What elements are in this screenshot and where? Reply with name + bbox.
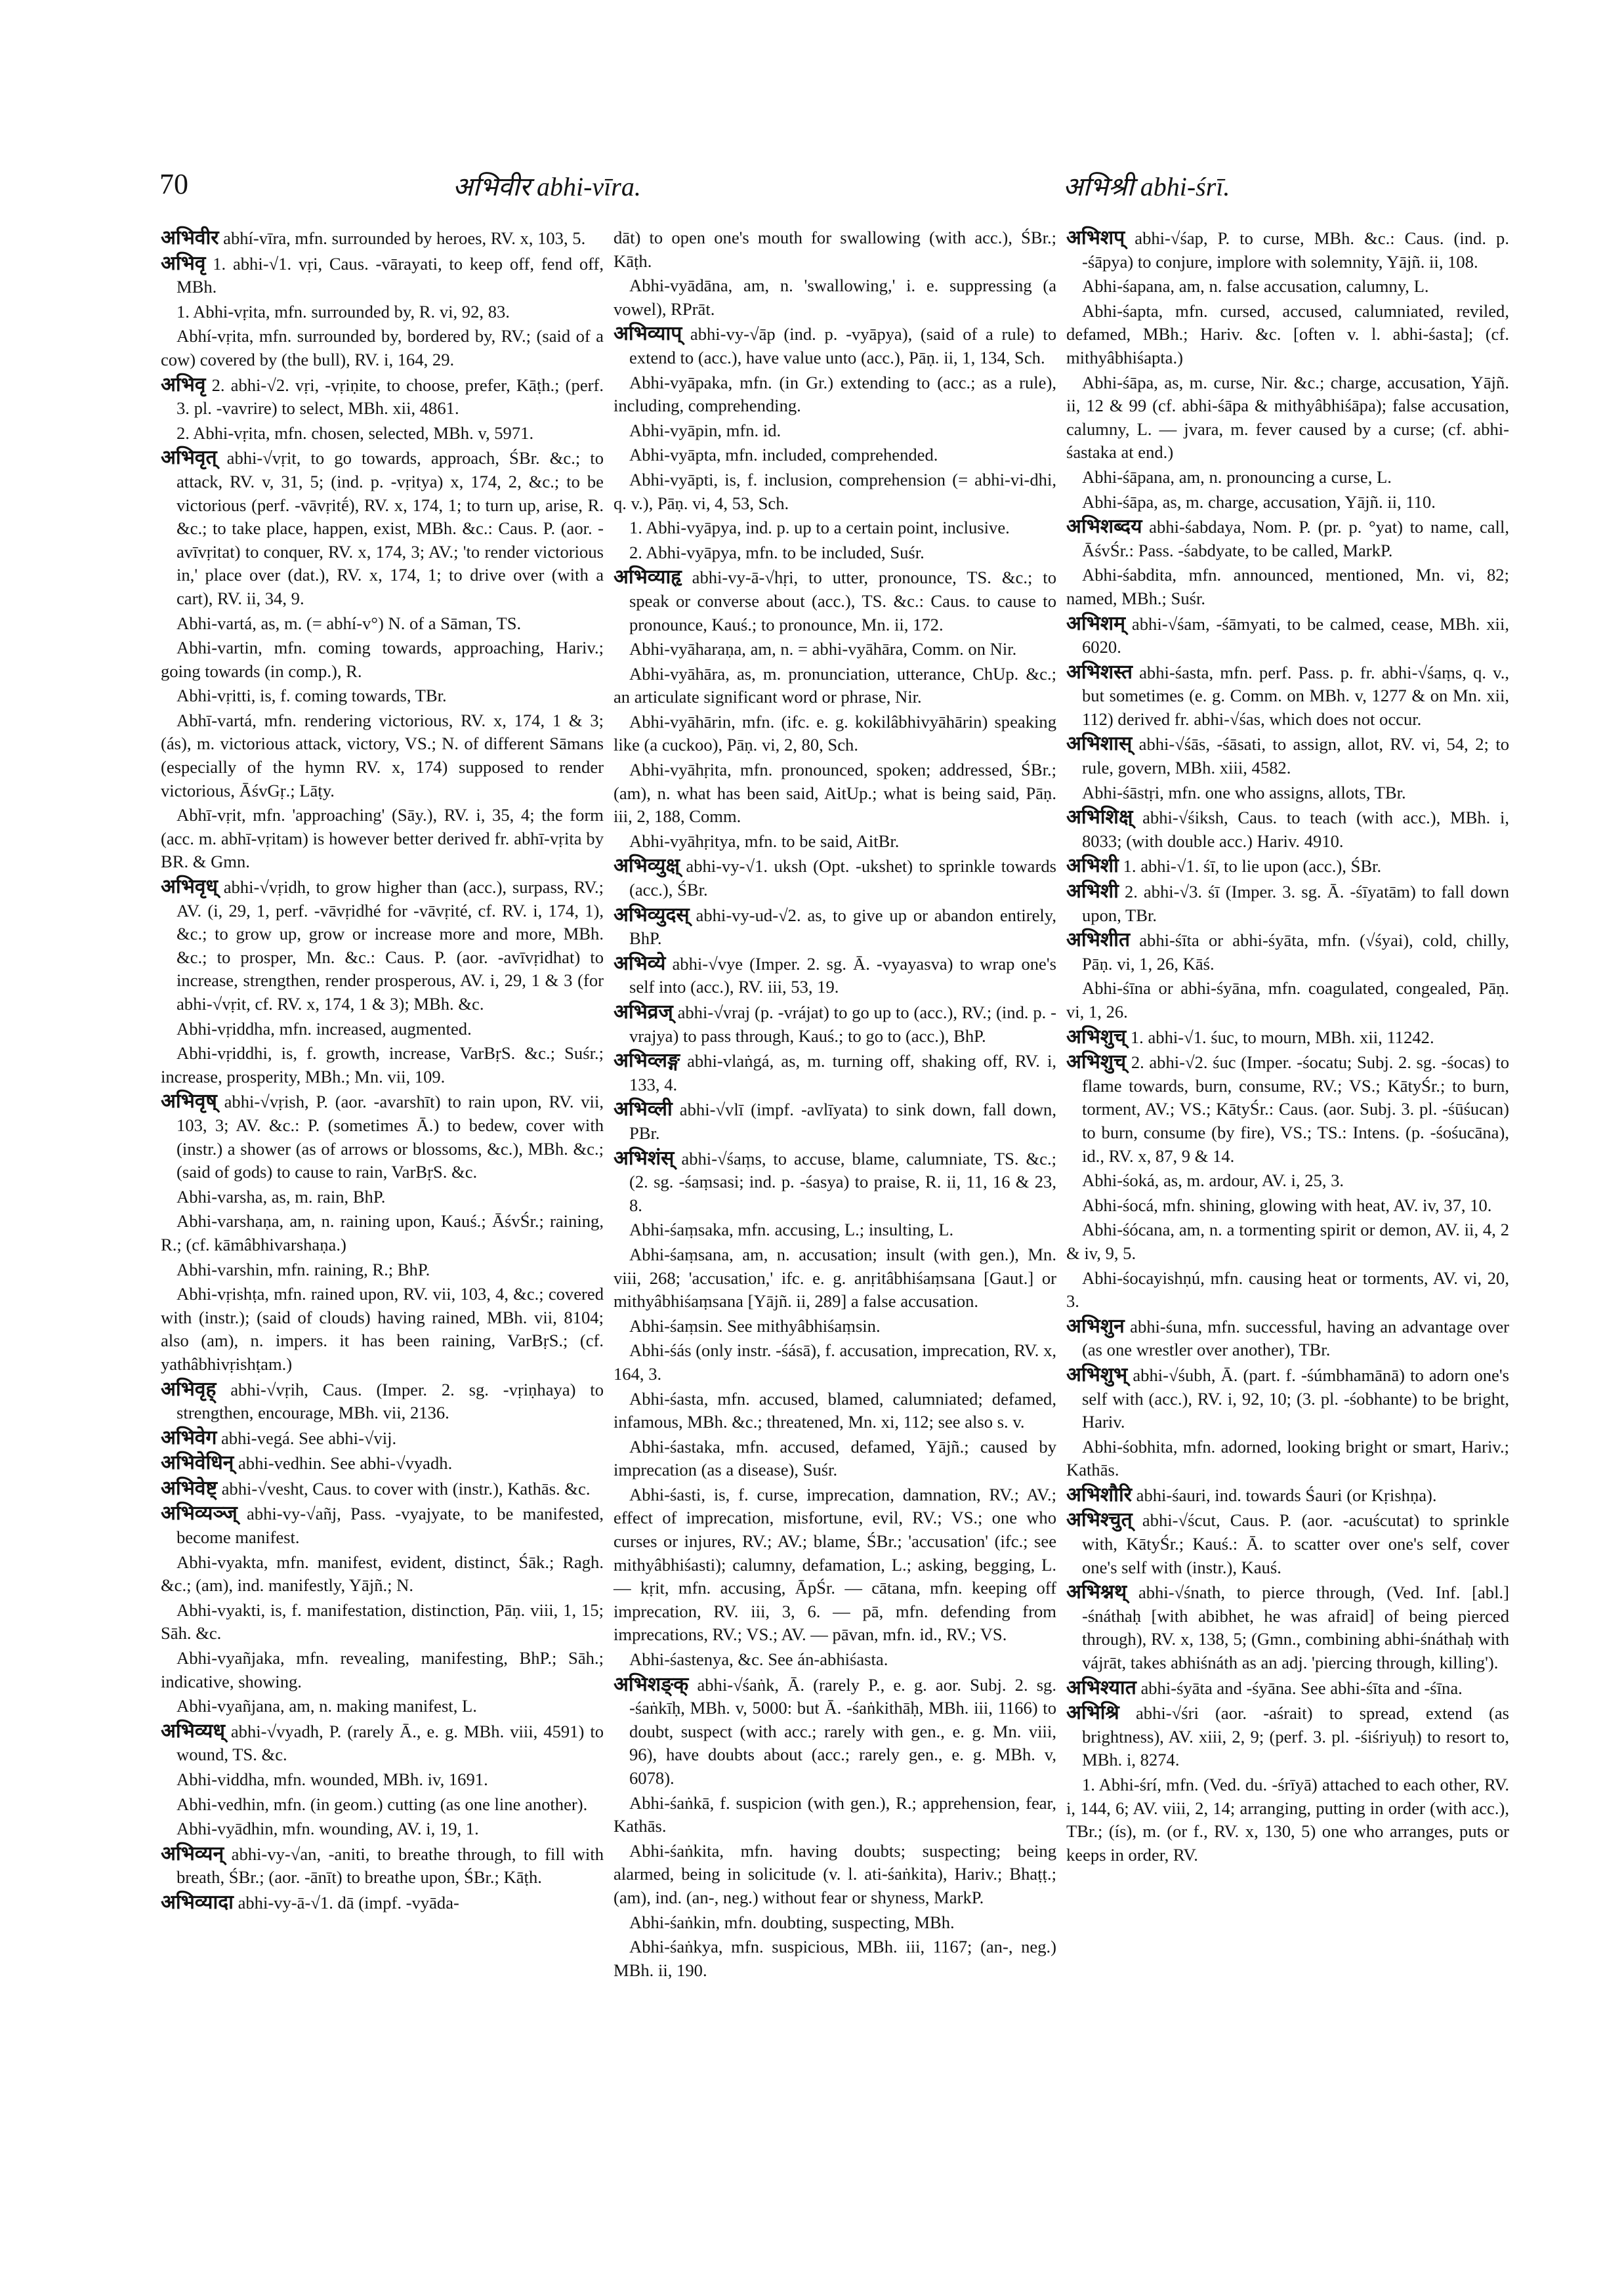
entry-text: Abhi-śapta, mfn. cursed, accused, calumniated, reviled, defamed, MBh.; Hariv. &c. [often v. l. abhi-śasta]; (cf. mithyâbhiśapta.) bbox=[1066, 300, 1509, 367]
dictionary-subentry bbox=[161, 684, 604, 708]
dictionary-subentry bbox=[1066, 1773, 1509, 1867]
entry-text: 1. Abhi-śrí, mfn. (Ved. du. -śrīyā) attached to each other, RV. i, 144, 6; AV. viii, 2, 14; arranging, putting in order (with acc.), TBr.; (ís), m. (or f., RV. x, 130, 5) one who arranges, puts or keeps in order, RV. bbox=[1066, 1775, 1509, 1865]
entry-text: Abhi-śapana, am, n. false accusation, calumny, L. bbox=[1082, 276, 1429, 297]
left-running-head: अभिवीर abhi-vīra. bbox=[453, 172, 641, 201]
entry-text: Abhi-varshin, mfn. raining, R.; BhP. bbox=[177, 1259, 430, 1279]
dictionary-entry bbox=[161, 1477, 604, 1501]
entry-text: Abhi-vartá, as, m. (= abhí-v°) N. of a Sāman, TS. bbox=[177, 613, 522, 633]
entry-text: abhi-√śap, P. to curse, MBh. &c.: Caus. (ind. p. -śāpya) to conjure, implore with solemnity, Yājñ. ii, 108. bbox=[1082, 228, 1509, 272]
entry-text: abhi-śauri, ind. towards Śauri (or Kṛishṇa). bbox=[1132, 1485, 1437, 1505]
entry-text: abhi-√śaṅk, Ā. (rarely P., e. g. aor. Subj. 2. sg. -śaṅkīḥ, MBh. v, 5000: but Ā. -śaṅkithāḥ, MBh. iii, 1166) to doubt, suspect (with acc.; rarely with gen., e. g. Mn. viii, 96), have doubts about (acc.; rarely gen., e. g. MBh. v, 6078). bbox=[629, 1674, 1056, 1788]
entry-text: abhi-√vṛidh, to grow higher than (acc.), surpass, RV.; AV. (i, 29, 1, perf. -vāvṛidhé for -vāvṛité, cf. RV. i, 174, 1), &c.; to grow up, grow or increase more and more, MBh. &c.; to prosper, Mn. &c.: Caus. P. (aor. -avīvṛidhat) to increase, strengthen, render prosperous, AV. i, 29, 1 & 3 (for abhi-√vṛit, cf. RV. x, 174, 1 & 3); MBh. &c. bbox=[177, 877, 604, 1014]
entry-text: abhi-śasta, mfn. perf. Pass. p. fr. abhi-√śaṃs, q. v., but sometimes (e. g. Comm. on MBh. v, 1277 & on Mn. xii, 112) derived fr. abhi-√śas, which does not occur. bbox=[1082, 662, 1509, 729]
entry-text: Abhi-śīna or abhi-śyāna, mfn. coagulated, congealed, Pāṇ. vi, 1, 26. bbox=[1066, 978, 1509, 1022]
devanagari-headword: अभिश्यात bbox=[1066, 1676, 1136, 1699]
devanagari-headword: अभिव्यन् bbox=[161, 1842, 224, 1865]
devanagari-headword: अभिवेष्ट् bbox=[161, 1476, 217, 1500]
entry-text: Abhi-śás (only instr. -śásā), f. accusation, imprecation, RV. x, 164, 3. bbox=[614, 1340, 1057, 1384]
entry-text: Abhi-vartin, mfn. coming towards, approaching, Hariv.; going towards (in comp.), R. bbox=[161, 638, 604, 681]
entry-text: abhi-√vye (Imper. 2. sg. Ā. -vyayasva) to wrap one's self into (acc.), RV. iii, 53, 19. bbox=[629, 953, 1056, 997]
entry-text: Abhi-śāpa, as, m. charge, accusation, Yājñ. ii, 110. bbox=[1082, 491, 1436, 512]
dictionary-subentry bbox=[1066, 491, 1509, 514]
dictionary-subentry bbox=[161, 325, 604, 371]
right-running-head: अभिश्री abhi-śrī. bbox=[1063, 172, 1230, 201]
devanagari-headword: अभिवृष् bbox=[161, 1090, 217, 1113]
dictionary-subentry bbox=[161, 1186, 604, 1209]
dictionary-subentry bbox=[161, 1283, 604, 1376]
devanagari-headword: अभिश्चुत् bbox=[1066, 1508, 1133, 1532]
entry-text: abhi-vy-√an, -aniti, to breathe through, to fill with breath, ŚBr.; (aor. -ānīt) to breathe upon, ŚBr.; Kāṭh. bbox=[177, 1844, 604, 1888]
entry-text: 1. Abhi-vṛita, mfn. surrounded by, R. vi, 92, 83. bbox=[177, 301, 510, 321]
dictionary-subentry bbox=[614, 1315, 1056, 1338]
entry-text: Abhi-vṛitti, is, f. coming towards, TBr. bbox=[177, 686, 447, 706]
entry-text: Abhi-vyakta, mfn. manifest, evident, distinct, Śāk.; Ragh. &c.; (am), ind. manifestly, Yājñ.; N. bbox=[161, 1552, 604, 1596]
dictionary-subentry bbox=[614, 758, 1056, 829]
entry-text: Abhi-vedhin, mfn. (in geom.) cutting (as one line another). bbox=[177, 1794, 588, 1814]
dictionary-entry bbox=[1066, 661, 1509, 732]
entry-text: Abhi-vyāhārin, mfn. (ifc. e. g. kokilâbhivyāhārin) speaking like (a cuckoo), Pāṇ. vi, 2, 80, Sch. bbox=[614, 711, 1056, 755]
entry-text: 2. abhi-√2. vṛi, -vṛiṇite, to choose, prefer, Kāṭh.; (perf. 3. pl. -vavrire) to select, MBh. xii, 4861. bbox=[177, 375, 604, 419]
dictionary-subentry bbox=[614, 541, 1056, 565]
entry-text: abhi-vy-√1. uksh (Opt. -ukshet) to sprinkle towards (acc.), ŚBr. bbox=[629, 856, 1056, 900]
devanagari-headword: अभिशप् bbox=[1066, 226, 1125, 249]
dictionary-subentry bbox=[161, 709, 604, 802]
entry-text: Abhi-śastenya, &c. See án-abhiśasta. bbox=[629, 1649, 888, 1670]
dictionary-subentry bbox=[614, 1436, 1056, 1482]
dictionary-entry bbox=[614, 1147, 1056, 1218]
column-middle bbox=[614, 226, 1056, 1983]
entry-text: abhi-√śaṃs, to accuse, blame, calumniate, TS. &c.; (2. sg. -śaṃsasi; ind. p. -śasya) to praise, R. ii, 11, 16 & 23, 8. bbox=[629, 1148, 1056, 1215]
entry-text: Abhi-vyāhṛitya, mfn. to be said, AitBr. bbox=[629, 831, 900, 851]
entry-text: Abhi-varsha, as, m. rain, BhP. bbox=[177, 1186, 386, 1207]
dictionary-subentry bbox=[1066, 1218, 1509, 1265]
entry-text: abhi-√śiksh, Caus. to teach (with acc.), MBh. i, 8033; (with double acc.) Hariv. 4910. bbox=[1082, 808, 1509, 851]
dictionary-subentry bbox=[161, 1018, 604, 1041]
dictionary-subentry bbox=[614, 1388, 1056, 1434]
entry-text: abhi-śabdaya, Nom. P. (pr. p. °yat) to name, call, ĀśvŚr.: Pass. -śabdyate, to be called, MarkP. bbox=[1082, 517, 1509, 560]
entry-text: Abhi-śaṅkā, f. suspicion (with gen.), R.; apprehension, fear, Kathās. bbox=[614, 1792, 1056, 1836]
dictionary-entry bbox=[1066, 612, 1509, 659]
dictionary-subentry bbox=[161, 612, 604, 636]
dictionary-subentry bbox=[614, 830, 1056, 854]
entry-text: 2. abhi-√2. śuc (Imper. -śocatu; Subj. 2. sg. -śocas) to flame towards, burn, consume, RV.; VS.; KātyŚr.; to burn, torment, AV.; VS.; KātyŚr.: Caus. (aor. Subj. 3. pl. -śūśucan) to burn, consume (by fire), VS.; TS.: Intens. (p. -śośucāna), id., RV. x, 87, 9 & 14. bbox=[1082, 1052, 1509, 1166]
dictionary-subentry bbox=[614, 444, 1056, 467]
devanagari-headword: अभिवृत् bbox=[161, 446, 217, 470]
dictionary-subentry bbox=[1066, 371, 1509, 465]
devanagari-headword: अभिव्यञ्ज् bbox=[161, 1502, 238, 1525]
dictionary-entry bbox=[1066, 1050, 1509, 1168]
dictionary-subentry bbox=[161, 1599, 604, 1645]
entry-text: 2. Abhi-vyāpya, mfn. to be included, Suśr. bbox=[629, 542, 925, 562]
dictionary-subentry bbox=[614, 1911, 1056, 1935]
entry-text: abhi-śīta or abhi-śyāta, mfn. (√śyai), cold, chilly, Pāṇ. vi, 1, 26, Kāś. bbox=[1082, 930, 1509, 974]
devanagari-headword: अभिशौरि bbox=[1066, 1483, 1132, 1506]
entry-text: Abhī-vṛit, mfn. 'approaching' (Sāy.), RV. i, 35, 4; the form (acc. m. abhī-vṛitam) is however better derived fr. abhī-vṛita by BR. & Gmn. bbox=[161, 805, 604, 872]
dictionary-subentry bbox=[614, 226, 1056, 273]
devanagari-headword: अभिशिक्ष् bbox=[1066, 806, 1133, 829]
devanagari-headword: अभिशास् bbox=[1066, 732, 1133, 756]
devanagari-headword: अभिवृ bbox=[161, 373, 206, 396]
devanagari-headword: अभिशीत bbox=[1066, 928, 1131, 952]
dictionary-entry bbox=[614, 1049, 1056, 1096]
devanagari-headword: अभिश्नथ् bbox=[1066, 1581, 1127, 1604]
dictionary-entry bbox=[1066, 226, 1509, 274]
entry-text: dāt) to open one's mouth for swallowing (with acc.), ŚBr.; Kāṭh. bbox=[614, 228, 1056, 271]
entry-text: abhi-vy-√āp (ind. p. -vyāpya), (said of a rule) to extend to (acc.), have value unto (acc.), Pāṇ. ii, 1, 134, Sch. bbox=[629, 324, 1056, 367]
dictionary-entry bbox=[1066, 880, 1509, 927]
dictionary-entry bbox=[161, 446, 604, 610]
devanagari-headword: अभिशस्त bbox=[1066, 660, 1133, 684]
entry-text: abhi-vegá. See abhi-√vij. bbox=[217, 1428, 397, 1448]
dictionary-entry bbox=[614, 1098, 1056, 1145]
dictionary-entry bbox=[614, 1673, 1056, 1790]
entry-text: 1. abhi-√1. śī, to lie upon (acc.), ŚBr. bbox=[1118, 856, 1382, 877]
entry-text: Abhi-śocayishṇú, mfn. causing heat or torments, AV. vi, 20, 3. bbox=[1066, 1268, 1509, 1312]
dictionary-subentry bbox=[1066, 1169, 1509, 1193]
dictionary-entry bbox=[161, 1426, 604, 1451]
dictionary-subentry bbox=[161, 1793, 604, 1817]
entry-text: Abhi-vyāpaka, mfn. (in Gr.) extending to (acc.; as a rule), including, comprehending. bbox=[614, 372, 1056, 416]
entry-text: abhi-vy-ā-√1. dā (impf. -vyāda- bbox=[233, 1892, 459, 1912]
dictionary-entry bbox=[1066, 1025, 1509, 1050]
devanagari-headword: अभिशी bbox=[1066, 880, 1119, 903]
dictionary-subentry bbox=[161, 1768, 604, 1792]
devanagari-headword: अभिशुभ् bbox=[1066, 1363, 1128, 1386]
entry-text: Abhi-śaṃsana, am, n. accusation; insult (with gen.), Mn. viii, 268; 'accusation,' ifc. e. g. anṛitâbhiśaṃsana [Gaut.] or mithyâbhiśaṃsana [Yājñ. ii, 289] a false accusation. bbox=[614, 1244, 1056, 1312]
entry-text: 2. abhi-√3. śī (Imper. 3. sg. Ā. -śīyatām) to fall down upon, TBr. bbox=[1082, 882, 1509, 925]
entry-text: Abhi-śócana, am, n. a tormenting spirit or demon, AV. ii, 4, 2 & iv, 9, 5. bbox=[1066, 1220, 1509, 1263]
devanagari-headword: अभिव्ये bbox=[614, 951, 666, 975]
dictionary-subentry bbox=[161, 804, 604, 874]
dictionary-entry bbox=[161, 1451, 604, 1476]
dictionary-subentry bbox=[161, 1695, 604, 1718]
entry-text: abhí-vīra, mfn. surrounded by heroes, RV. x, 103, 5. bbox=[219, 228, 586, 248]
dictionary-entry bbox=[161, 875, 604, 1016]
entry-text: Abhi-śaṅkin, mfn. doubting, suspecting, MBh. bbox=[629, 1912, 955, 1932]
entry-text: Abhi-śāpana, am, n. pronouncing a curse, L. bbox=[1082, 466, 1392, 487]
dictionary-entry bbox=[614, 322, 1056, 369]
dictionary-subentry bbox=[614, 1243, 1056, 1313]
entry-text: Abhi-vyañjana, am, n. making manifest, L. bbox=[177, 1696, 477, 1716]
devanagari-headword: अभिशुन bbox=[1066, 1314, 1125, 1338]
entry-text: abhi-vlaṅgá, as, m. turning off, shaking off, RV. i, 133, 4. bbox=[629, 1051, 1056, 1094]
dictionary-entry bbox=[614, 1001, 1056, 1048]
dictionary-entry bbox=[1066, 1508, 1509, 1579]
dictionary-entry bbox=[161, 252, 604, 299]
dictionary-subentry bbox=[1066, 1194, 1509, 1218]
devanagari-headword: अभिशुच् bbox=[1066, 1025, 1127, 1048]
devanagari-headword: अभिशङ्क् bbox=[614, 1672, 689, 1696]
entry-text: abhi-vy-√añj, Pass. -vyajyate, to be manifested, become manifest. bbox=[177, 1504, 604, 1548]
dictionary-entry bbox=[1066, 1483, 1509, 1508]
dictionary-subentry bbox=[614, 419, 1056, 443]
devanagari-headword: अभिश्रि bbox=[1066, 1701, 1119, 1725]
entry-text: abhi-√vlī (impf. -avlīyata) to sink down, fall down, PBr. bbox=[629, 1100, 1056, 1143]
dictionary-entry bbox=[614, 952, 1056, 999]
entry-text: Abhi-vyādāna, am, n. 'swallowing,' i. e. suppressing (a vowel), RPrāt. bbox=[614, 276, 1056, 319]
devanagari-headword: अभिशी bbox=[1066, 854, 1119, 878]
devanagari-headword: अभिव्याप् bbox=[614, 322, 682, 346]
entry-text: Abhi-śastaka, mfn. accused, defamed, Yājñ.; caused by imprecation (as a disease), Suśr. bbox=[614, 1436, 1056, 1480]
dictionary-subentry bbox=[614, 1339, 1056, 1386]
dictionary-entry bbox=[614, 854, 1056, 901]
dictionary-entry bbox=[1066, 806, 1509, 853]
entry-text: Abhi-vṛiddha, mfn. increased, augmented. bbox=[177, 1018, 472, 1039]
entry-text: Abhi-vyañjaka, mfn. revealing, manifesting, BhP.; Sāh.; indicative, showing. bbox=[161, 1648, 604, 1691]
dictionary-subentry bbox=[1066, 300, 1509, 370]
entry-text: Abhi-varshaṇa, am, n. raining upon, Kauś.; ĀśvŚr.; raining, R.; (cf. kāmâbhivarshaṇa.) bbox=[161, 1211, 604, 1254]
entry-text: Abhi-vyāpta, mfn. included, comprehended. bbox=[629, 445, 938, 465]
devanagari-headword: अभिव्लङ्ग bbox=[614, 1049, 680, 1073]
dictionary-subentry bbox=[1066, 564, 1509, 610]
entry-text: Abhi-śaṅkya, mfn. suspicious, MBh. iii, 1167; (an-, neg.) MBh. ii, 190. bbox=[614, 1937, 1056, 1980]
dictionary-subentry bbox=[161, 1042, 604, 1088]
dictionary-entry bbox=[1066, 1701, 1509, 1772]
dictionary-entry bbox=[614, 903, 1056, 951]
dictionary-subentry bbox=[614, 371, 1056, 418]
dictionary-entry bbox=[161, 1842, 604, 1890]
devanagari-headword: अभिव्ली bbox=[614, 1098, 673, 1121]
entry-text: Abhí-vṛita, mfn. surrounded by, bordered by, RV.; (said of a cow) covered by (the bull), RV. i, 164, 29. bbox=[161, 326, 604, 369]
devanagari-headword: अभिव्युदस् bbox=[614, 903, 690, 926]
entry-text: abhi-√vṛit, to go towards, approach, ŚBr. &c.; to attack, RV. v, 31, 5; (ind. p. -vṛitya) x, 174, 2, &c.; to be victorious (perf. -vāvṛitḗ), RV. x, 174, 1; to turn up, arise, R. &c.; to take place, happen, exist, MBh. &c.: Caus. P. (aor. -avīvṛitat) to conquer, RV. x, 174, 3; AV.; 'to render victorious in,' place over (dat.), RV. x, 174, 1; to drive over (with a cart), RV. ii, 34, 9. bbox=[177, 448, 604, 608]
entry-text: 2. Abhi-vṛita, mfn. chosen, selected, MBh. v, 5971. bbox=[177, 423, 534, 443]
devanagari-headword: अभिव्रज् bbox=[614, 1001, 673, 1023]
entry-text: Abhi-śāstṛi, mfn. one who assigns, allots, TBr. bbox=[1082, 782, 1406, 802]
devanagari-headword: अभिव्याहृ bbox=[614, 566, 682, 589]
entry-text: Abhi-vyakti, is, f. manifestation, distinction, Pāṇ. viii, 1, 15; Sāh. &c. bbox=[161, 1600, 604, 1644]
dictionary-subentry bbox=[161, 422, 604, 445]
dictionary-subentry bbox=[1066, 1267, 1509, 1313]
dictionary-subentry bbox=[161, 1647, 604, 1693]
dictionary-subentry bbox=[161, 636, 604, 683]
dictionary-subentry bbox=[614, 1483, 1056, 1647]
devanagari-headword: अभिशुच् bbox=[1066, 1050, 1127, 1074]
dictionary-entry bbox=[161, 226, 604, 251]
entry-text: abhi-śuna, mfn. successful, having an advantage over (as one wrestler over another), TBr. bbox=[1082, 1316, 1509, 1360]
devanagari-headword: अभिशब्दय bbox=[1066, 515, 1142, 539]
dictionary-entry bbox=[614, 566, 1056, 636]
entry-text: Abhi-śabdita, mfn. announced, mentioned, Mn. vi, 82; named, MBh.; Suśr. bbox=[1066, 565, 1509, 608]
entry-text: Abhi-śoká, as, m. ardour, AV. i, 25, 3. bbox=[1082, 1170, 1344, 1191]
dictionary-entry bbox=[1066, 1581, 1509, 1674]
entry-text: Abhi-vyāharaṇa, am, n. = abhi-vyāhāra, Comm. on Nir. bbox=[629, 639, 1017, 659]
devanagari-headword: अभिवृध् bbox=[161, 875, 218, 899]
devanagari-headword: अभिवेग bbox=[161, 1426, 217, 1449]
entry-text: Abhi-vyādhin, mfn. wounding, AV. i, 19, 1. bbox=[177, 1819, 479, 1839]
dictionary-entry bbox=[161, 1378, 604, 1425]
dictionary-subentry bbox=[614, 1648, 1056, 1672]
dictionary-entry bbox=[1066, 1315, 1509, 1362]
dictionary-subentry bbox=[614, 1218, 1056, 1242]
entry-text: Abhi-śāpa, as, m. curse, Nir. &c.; charge, accusation, Yājñ. ii, 12 & 99 (cf. abhi-śāpa & mithyâbhiśāpa); false accusation, calumny, L. — jvara, m. fever caused by a curse; (cf. abhi-śastaka at end.) bbox=[1066, 372, 1509, 463]
entry-text: 1. Abhi-vyāpya, ind. p. up to a certain point, inclusive. bbox=[629, 518, 1010, 538]
entry-text: 1. abhi-√1. śuc, to mourn, MBh. xii, 11242. bbox=[1126, 1027, 1434, 1047]
dictionary-subentry bbox=[1066, 1436, 1509, 1482]
dictionary-entry bbox=[161, 1502, 604, 1549]
dictionary-subentry bbox=[1066, 466, 1509, 489]
entry-text: Abhī-vartá, mfn. rendering victorious, RV. x, 174, 1 & 3; (ás), m. victorious attack, victory, VS.; N. of different Sāmans (especially of the hymn RV. x, 174) supposed to render victorious, ĀśvGṛ.; Lāṭy. bbox=[161, 710, 604, 800]
entry-text: Abhi-śocá, mfn. shining, glowing with heat, AV. iv, 37, 10. bbox=[1082, 1195, 1492, 1215]
entry-text: Abhi-vyāpti, is, f. inclusion, comprehension (= abhi-vi-dhi, q. v.), Pāṇ. vi, 4, 53, Sch. bbox=[614, 469, 1056, 513]
devanagari-headword: अभिवृह् bbox=[161, 1377, 217, 1401]
entry-text: abhi-vedhin. See abhi-√vyadh. bbox=[234, 1453, 453, 1474]
entry-text: abhi-√vesht, Caus. to cover with (instr.), Kathās. &c. bbox=[217, 1478, 591, 1499]
entry-text: abhi-√śam, -śāmyati, to be calmed, cease, MBh. xii, 6020. bbox=[1082, 613, 1509, 657]
entry-text: abhi-vy-ud-√2. as, to give up or abandon entirely, BhP. bbox=[629, 905, 1056, 949]
dictionary-subentry bbox=[614, 274, 1056, 321]
entry-text: abhi-√śubh, Ā. (part. f. -śúmbhamānā) to adorn one's self with (acc.), RV. i, 92, 10; (3. pl. -śobhante) to be bright, Hariv. bbox=[1082, 1365, 1509, 1432]
dictionary-subentry bbox=[614, 1792, 1056, 1838]
entry-text: abhi-√śri (aor. -aśrait) to spread, extend (as brightness), AV. xiii, 2, 9; (perf. 3. pl. -śiśriyuḥ) to resort to, MBh. i, 8274. bbox=[1082, 1703, 1509, 1770]
column-right bbox=[1066, 226, 1509, 1868]
dictionary-entry bbox=[1066, 515, 1509, 562]
entry-text: abhi-√vṛih, Caus. (Imper. 2. sg. -vṛiṇhaya) to strengthen, encourage, MBh. vii, 2136. bbox=[177, 1379, 604, 1423]
dictionary-entry bbox=[161, 1891, 604, 1915]
dictionary-subentry bbox=[614, 1935, 1056, 1982]
dictionary-subentry bbox=[614, 516, 1056, 540]
dictionary-subentry bbox=[161, 1817, 604, 1841]
dictionary-entry bbox=[1066, 732, 1509, 779]
entry-text: abhi-√ścut, Caus. P. (aor. -acuścutat) to sprinkle with, KātyŚr.; Kauś.: Ā. to scatter over one's self, cover one's self with (instr.), Kauś. bbox=[1082, 1510, 1509, 1577]
dictionary-subentry bbox=[161, 300, 604, 324]
dictionary-subentry bbox=[161, 1551, 604, 1598]
devanagari-headword: अभिशंस् bbox=[614, 1146, 675, 1170]
devanagari-headword: अभिशम् bbox=[1066, 611, 1126, 635]
dictionary-entry bbox=[161, 1720, 604, 1767]
entry-text: Abhi-vyāhṛita, mfn. pronounced, spoken; addressed, ŚBr.; (am), n. what has been said, AitUp.; what is being said, Pāṇ. iii, 2, 188, Comm. bbox=[614, 760, 1056, 827]
dictionary-entry bbox=[1066, 928, 1509, 976]
entry-text: abhi-√vraj (p. -vrájat) to go up to (acc.), RV.; (ind. p. -vrajya) to pass through, Kauś.; to go to (acc.), BhP. bbox=[629, 1003, 1056, 1046]
entry-text: Abhi-śobhita, mfn. adorned, looking bright or smart, Hariv.; Kathās. bbox=[1066, 1436, 1509, 1480]
dictionary-subentry bbox=[614, 711, 1056, 757]
entry-text: Abhi-śaṃsaka, mfn. accusing, L.; insulting, L. bbox=[629, 1220, 954, 1240]
entry-text: 1. abhi-√1. vṛi, Caus. -vārayati, to keep off, fend off, MBh. bbox=[177, 253, 604, 297]
entry-text: Abhi-viddha, mfn. wounded, MBh. iv, 1691. bbox=[177, 1769, 488, 1789]
dictionary-subentry bbox=[1066, 275, 1509, 299]
entry-text: Abhi-vyāpin, mfn. id. bbox=[629, 420, 781, 440]
entry-text: abhi-śyāta and -śyāna. See abhi-śīta and -śīna. bbox=[1136, 1678, 1463, 1698]
dictionary-subentry bbox=[614, 663, 1056, 709]
dictionary-entry bbox=[1066, 1363, 1509, 1434]
entry-text: Abhi-śasta, mfn. accused, blamed, calumniated; defamed, infamous, MBh. &c.; threatened, Mn. xi, 112; see also s. v. bbox=[614, 1388, 1056, 1432]
devanagari-headword: अभिवीर bbox=[161, 226, 219, 249]
entry-text: abhi-√vṛish, P. (aor. -avarshīt) to rain upon, RV. vii, 103, 3; AV. &c.: P. (sometimes Ā.) to bedew, cover with (instr.) a shower (as of arrows or blossoms, &c.), MBh. &c.; (said of gods) to cause to rain, VarBṛS. &c. bbox=[177, 1092, 604, 1182]
devanagari-headword: अभिव्युक्ष् bbox=[614, 854, 680, 878]
dictionary-entry bbox=[161, 373, 604, 421]
dictionary-entry bbox=[161, 1090, 604, 1184]
entry-text: Abhi-vyāhāra, as, m. pronunciation, utterance, ChUp. &c.; an articulate significant word or phrase, Nir. bbox=[614, 663, 1056, 707]
dictionary-subentry bbox=[614, 1840, 1056, 1910]
entry-text: abhi-√śās, -śāsati, to assign, allot, RV. vi, 54, 2; to rule, govern, MBh. xiii, 4582. bbox=[1082, 734, 1509, 778]
entry-text: abhi-√vyadh, P. (rarely Ā., e. g. MBh. viii, 4591) to wound, TS. &c. bbox=[177, 1721, 604, 1765]
dictionary-subentry bbox=[161, 1210, 604, 1256]
devanagari-headword: अभिव्यादा bbox=[161, 1890, 234, 1914]
entry-text: Abhi-vṛishṭa, mfn. rained upon, RV. vii, 103, 4, &c.; covered with (instr.); (said of clouds) having rained, MBh. vii, 8104; also (am), n. impers. it has been raining, VarBṛS.; (cf. yathâbhivṛishṭam.) bbox=[161, 1284, 604, 1374]
devanagari-headword: अभिव्यध् bbox=[161, 1719, 225, 1743]
dictionary-subentry bbox=[614, 468, 1056, 515]
entry-text: abhi-√śnath, to pierce through, (Ved. Inf. [abl.] -śnáthaḥ [with abibhet, he was afraid] of being pierced through), RV. x, 138, 5; (Gmn., combining abhi-śnáthaḥ with vájrāt, takes abhiśnáth as an adj. 'piercing through, killing'). bbox=[1082, 1582, 1509, 1673]
devanagari-headword: अभिवेधिन् bbox=[161, 1451, 234, 1475]
entry-text: abhi-vy-ā-√hṛi, to utter, pronounce, TS. &c.; to speak or converse about (acc.), TS. &c.: Caus. to cause to pronounce, Kauś.; to pronounce, Mn. ii, 172. bbox=[629, 568, 1056, 634]
devanagari-headword: अभिवृ bbox=[161, 251, 206, 275]
dictionary-entry bbox=[1066, 854, 1509, 879]
dictionary-entry bbox=[1066, 1676, 1509, 1701]
entry-text: Abhi-śasti, is, f. curse, imprecation, damnation, RV.; AV.; effect of imprecation, misfortune, evil, RV.; VS.; one who curses or injures, RV.; AV.; blame, ŚBr.; 'accusation' (ifc.; see mithyâbhiśasti); calumny, defamation, L.; asking, begging, L. — kṛit, mfn. accusing, ĀpŚr. — cātana, mfn. keeping off imprecation, RV. iii, 3, 6. — pā, mfn. defending from imprecations, RV.; VS.; AV. — pāvan, mfn. id., RV.; VS. bbox=[614, 1484, 1056, 1645]
entry-text: Abhi-śaṅkita, mfn. having doubts; suspecting; being alarmed, being in solicitude (v. l. ati-śaṅkita), Hariv.; Bhaṭṭ.; (am), ind. (an-, neg.) without fear or shyness, MarkP. bbox=[614, 1840, 1056, 1907]
entry-text: Abhi-vṛiddhi, is, f. growth, increase, VarBṛS. &c.; Suśr.; increase, prosperity, MBh.; Mn. vii, 109. bbox=[161, 1043, 604, 1086]
dictionary-subentry bbox=[1066, 781, 1509, 805]
page-number: 70 bbox=[159, 168, 188, 200]
dictionary-subentry bbox=[1066, 977, 1509, 1023]
dictionary-subentry bbox=[614, 638, 1056, 661]
column-left bbox=[161, 226, 604, 1916]
entry-text: Abhi-śaṃsin. See mithyâbhiśaṃsin. bbox=[629, 1315, 881, 1336]
dictionary-subentry bbox=[161, 1258, 604, 1282]
